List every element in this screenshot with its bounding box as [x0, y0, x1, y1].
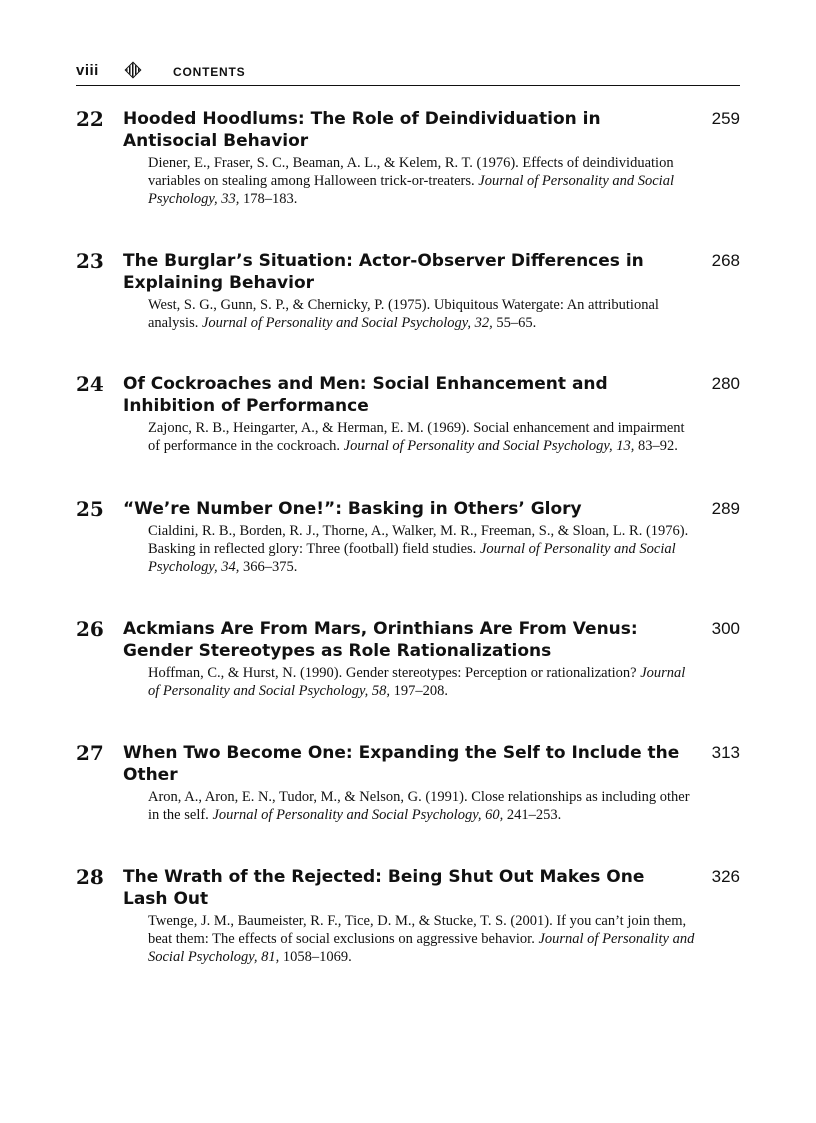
chapter-title: The Wrath of the Rejected: Being Shut Out Makes One Lash Out [123, 867, 645, 909]
citation-journal: Journal of Personality and Social Psychology, 32, [201, 315, 493, 331]
chapter-page: 313 [711, 743, 740, 762]
chapter-number: 25 [76, 497, 104, 521]
citation [148, 912, 696, 966]
citation-authors: Zajonc, R. B., Heingarter, A., & Herman, E. M. (1969). Social enhancement and impairment of performance in the cockroach. [148, 420, 685, 454]
citation [148, 419, 696, 455]
citation-authors: Twenge, J. M., Baumeister, R. F., Tice, D. M., & Stucke, T. S. (2001). If you can’t join them, beat them: The effects of social exclusions on aggressive behavior. [148, 913, 687, 947]
citation-journal: Journal of Personality and Social Psychology, 60, [212, 807, 504, 823]
chapter-title: Of Cockroaches and Men: Social Enhancement and Inhibition of Performance [123, 374, 608, 416]
chapter-number: 23 [76, 249, 104, 273]
citation [148, 154, 696, 208]
citation-pages: 83–92. [634, 438, 678, 454]
chapter-title: Hooded Hoodlums: The Role of Deindividuation in Antisocial Behavior [123, 109, 601, 151]
citation-journal: Journal of Personality and Social Psychology, 58, [148, 665, 686, 699]
chapter-number: 27 [76, 741, 104, 765]
citation-journal: Journal of Personality and Social Psychology, 33, [148, 173, 674, 207]
citation [148, 664, 696, 700]
chapter-number: 24 [76, 372, 104, 396]
citation [148, 296, 696, 332]
citation-authors: Cialdini, R. B., Borden, R. J., Thorne, A., Walker, M. R., Freeman, S., & Sloan, L. R. (1976). Basking in reflected glory: Three (football) field studies. [148, 523, 689, 557]
chapter-number: 28 [76, 865, 104, 889]
citation-pages: 178–183. [239, 191, 298, 207]
chapter-page: 280 [711, 374, 740, 393]
chapter-title: “We’re Number One!”: Basking in Others’ Glory [123, 499, 582, 519]
chapter-page: 268 [711, 251, 740, 270]
chapter-number: 26 [76, 617, 104, 641]
citation [148, 522, 696, 576]
citation-journal: Journal of Personality and Social Psychology, 81, [148, 931, 695, 965]
citation-authors: Hoffman, C., & Hurst, N. (1990). Gender stereotypes: Perception or rationalization? [148, 665, 641, 681]
running-header [76, 62, 740, 82]
citation-journal: Journal of Personality and Social Psychology, 13, [343, 438, 635, 454]
citation-pages: 366–375. [239, 559, 298, 575]
citation-pages: 1058–1069. [279, 949, 352, 965]
citation-pages: 55–65. [492, 315, 537, 331]
chapter-page: 326 [711, 867, 740, 886]
running-title: CONTENTS [173, 65, 246, 79]
header-rule [76, 85, 740, 86]
citation-authors: Aron, A., Aron, E. N., Tudor, M., & Nelson, G. (1991). Close relationships as including other in the self. [148, 789, 690, 823]
citation-authors: Diener, E., Fraser, S. C., Beaman, A. L., & Kelem, R. T. (1976). Effects of deindividuation variables on stealing among Halloween trick-or-treaters. [148, 155, 674, 189]
chapter-title: The Burglar’s Situation: Actor-Observer Differences in Explaining Behavior [123, 251, 644, 293]
chapter-page: 259 [711, 109, 740, 128]
diamond-ornament-icon [125, 62, 142, 79]
citation-journal: Journal of Personality and Social Psychology, 34, [148, 541, 676, 575]
citation-authors: West, S. G., Gunn, S. P., & Chernicky, P. (1975). Ubiquitous Watergate: An attributional analysis. [148, 297, 659, 331]
chapter-page: 300 [711, 619, 740, 638]
chapter-number: 22 [76, 107, 104, 131]
page-number: viii [76, 62, 99, 79]
citation-pages: 197–208. [390, 683, 449, 699]
citation-pages: 241–253. [503, 807, 562, 823]
chapter-page: 289 [711, 499, 740, 518]
citation [148, 788, 696, 824]
chapter-title: When Two Become One: Expanding the Self to Include the Other [123, 743, 680, 785]
chapter-title: Ackmians Are From Mars, Orinthians Are From Venus: Gender Stereotypes as Role Rationalizations [123, 619, 638, 661]
